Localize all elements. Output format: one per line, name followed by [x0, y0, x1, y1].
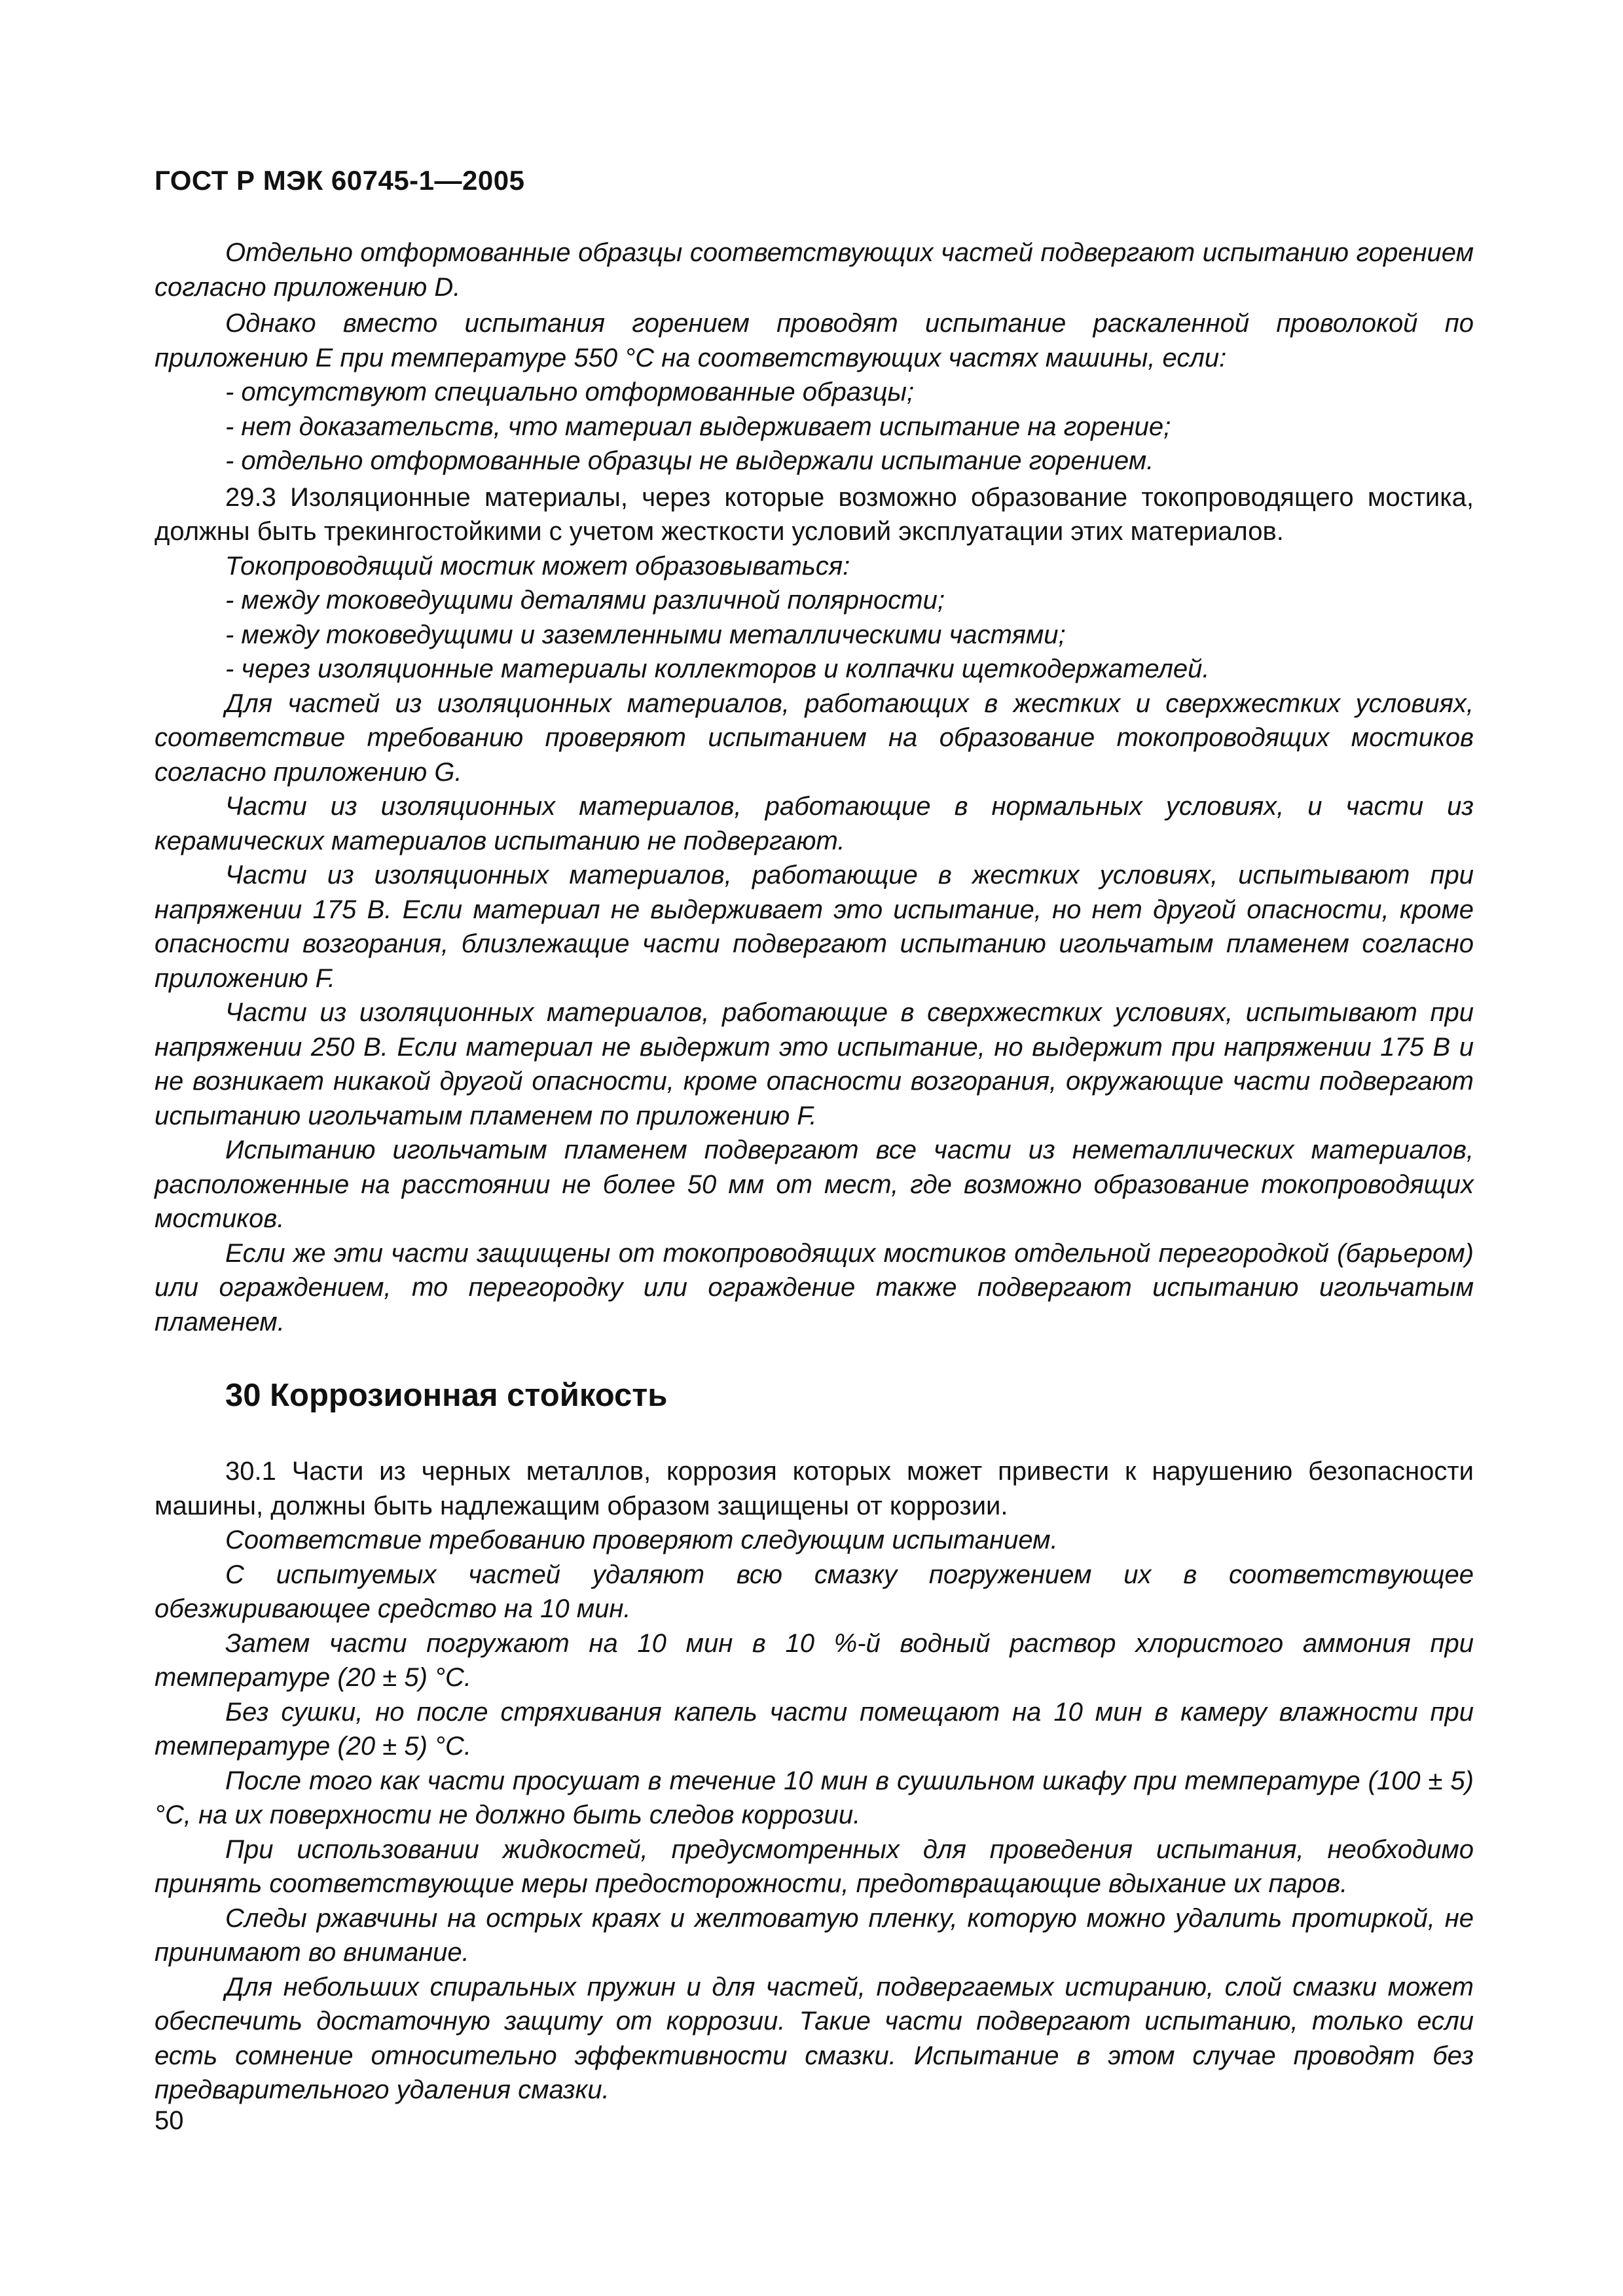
- paragraph: Без сушки, но после стряхивания капель части помещают на 10 мин в камеру влажности при температуре (20 ± 5) °С.: [155, 1697, 1474, 1761]
- paragraph: При использовании жидкостей, предусмотренных для проведения испытания, необходимо принять соответствующие меры предосторожности, предотвращающие вдыхание их паров.: [155, 1835, 1474, 1898]
- list-item: - между токоведущими деталями различной полярности;: [225, 586, 945, 615]
- section-heading: 30 Коррозионная стойкость: [225, 1378, 668, 1413]
- list-item: - через изоляционные материалы коллекторов и колпачки щеткодержателей.: [225, 655, 1210, 683]
- paragraph: Части из изоляционных материалов, работающие в жестких условиях, испытывают при напряжении 175 В. Если материал не выдерживает это испытание, но нет другой опасности, кроме опасности возгорания, близлежащие части подвергают испытанию игольчатым пламенем согласно приложению F.: [155, 861, 1474, 993]
- document-header: ГОСТ Р МЭК 60745-1—2005: [155, 165, 525, 196]
- document-body: [155, 236, 1474, 2108]
- paragraph: Отдельно отформованные образцы соответствующих частей подвергают испытанию горением согласно приложению D.: [155, 238, 1474, 302]
- paragraph: Затем части погружают на 10 мин в 10 %-й водный раствор хлористого аммония при температуре (20 ± 5) °С.: [155, 1628, 1474, 1692]
- paragraph: Соответствие требованию проверяют следующим испытанием.: [225, 1526, 1058, 1554]
- paragraph: Токопроводящий мостик может образовываться:: [225, 551, 850, 581]
- list-item: - между токоведущими и заземленными металлическими частями;: [225, 620, 1066, 649]
- list-item: - нет доказательств, что материал выдерживает испытание на горение;: [225, 412, 1171, 441]
- page-number: 50: [155, 2106, 184, 2135]
- paragraph: Испытанию игольчатым пламенем подвергают все части из неметаллических материалов, расположенные на расстоянии не более 50 мм от мест, где возможно образование токопроводящих мостиков.: [155, 1136, 1474, 1233]
- paragraph: Для небольших спиральных пружин и для частей, подвергаемых истиранию, слой смазки может обеспечить достаточную защиту от коррозии. Такие части подвергают испытанию, только если есть сомнение относительно эффективности смазки. Испытание в этом случае проводят без предварительного удаления смазки.: [155, 1972, 1474, 2104]
- paragraph: Следы ржавчины на острых краях и желтоватую пленку, которую можно удалить протиркой, не принимают во внимание.: [155, 1903, 1474, 1967]
- list-item: - отдельно отформованные образцы не выдержали испытание горением.: [225, 446, 1154, 475]
- paragraph: Для частей из изоляционных материалов, работающих в жестких и сверхжестких условиях, соответствие требованию проверяют испытанием на образование токопроводящих мостиков согласно приложению G.: [155, 689, 1474, 787]
- clause-30-1: 30.1 Части из черных металлов, коррозия которых может привести к нарушению безопасности машины, должны быть надлежащим образом защищены от коррозии.: [155, 1457, 1474, 1520]
- paragraph: Части из изоляционных материалов, работающие в нормальных условиях, и части из керамических материалов испытанию не подвергают.: [155, 792, 1474, 855]
- paragraph: После того как части просушат в течение 10 мин в сушильном шкафу при температуре (100 ± 5) °С, на их поверхности не должно быть следов коррозии.: [155, 1766, 1474, 1829]
- clause-29-3: 29.3 Изоляционные материалы, через которые возможно образование токопроводящего мостика, должны быть трекингостойкими с учетом жесткости условий эксплуатации этих материалов.: [155, 482, 1474, 546]
- paragraph: Части из изоляционных материалов, работающие в сверхжестких условиях, испытывают при напряжении 250 В. Если материал не выдержит это испытание, но выдержит при напряжении 175 В и не возникает никакой другой опасности, кроме опасности возгорания, окружающие части подвергают испытанию игольчатым пламенем по приложению F.: [155, 998, 1474, 1130]
- paragraph: С испытуемых частей удаляют всю смазку погружением их в соответствующее обезжиривающее средство на 10 мин.: [155, 1560, 1474, 1623]
- list-item: - отсутствуют специально отформованные образцы;: [225, 378, 915, 406]
- paragraph: Если же эти части защищены от токопроводящих мостиков отдельной перегородкой (барьером) или ограждением, то перегородку или ограждение также подвергают испытанию игольчатым пламенем.: [155, 1238, 1474, 1336]
- paragraph: Однако вместо испытания горением проводят испытание раскаленной проволокой по приложению E при температуре 550 °С на соответствующих частях машины, если:: [155, 309, 1474, 372]
